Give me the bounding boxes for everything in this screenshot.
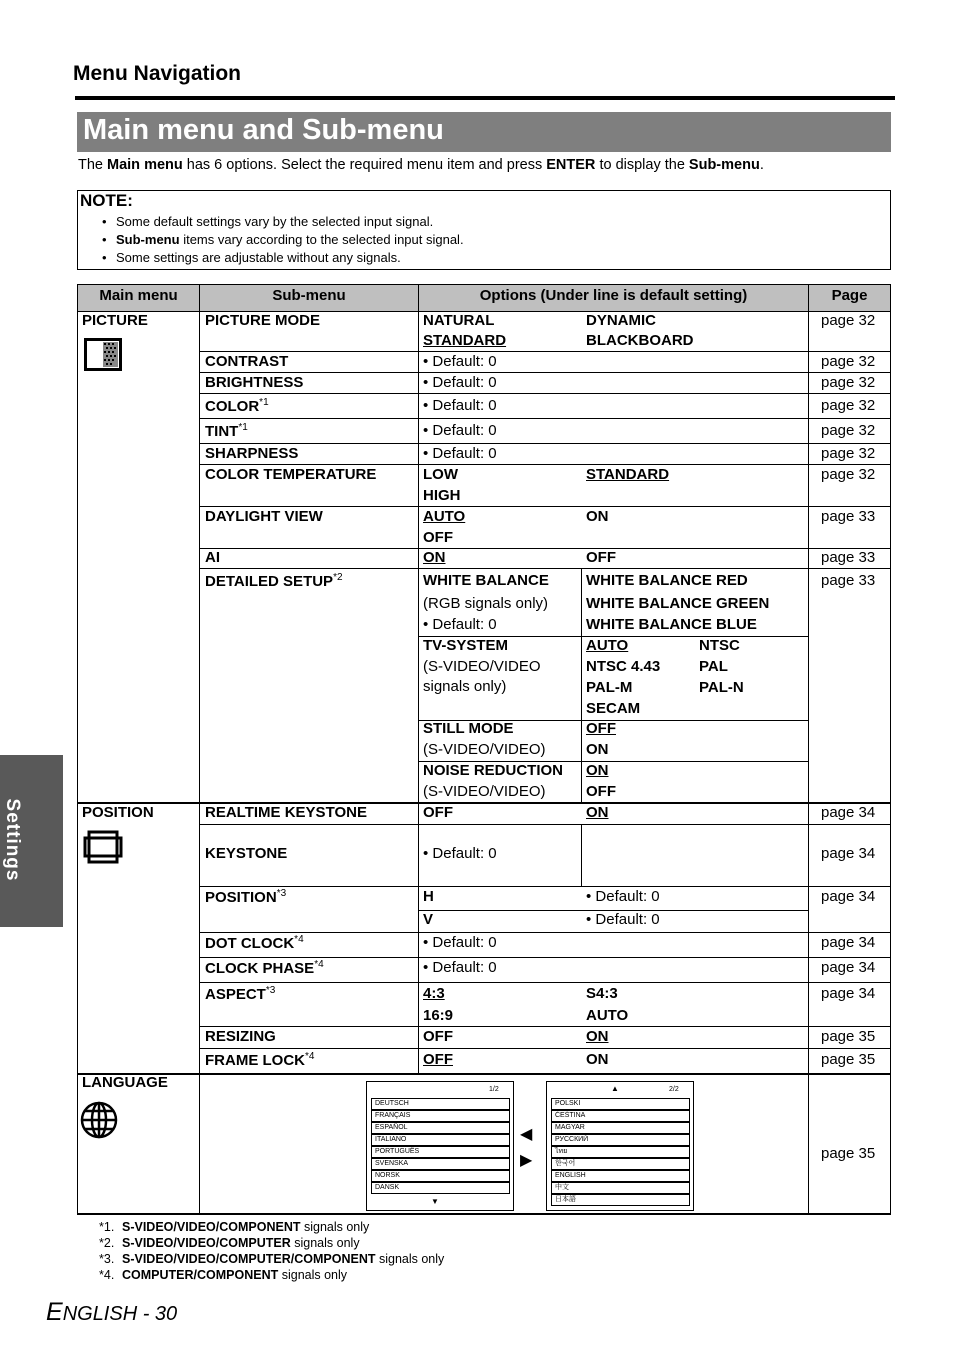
page-ref: page 33 [821,508,876,525]
sub-resizing: RESIZING [205,1028,276,1045]
sub-aspect: ASPECT$^{*3}$ [205,985,276,1003]
header-sub-menu: Sub-menu [272,287,346,304]
note-item: • Some settings are adjustable without any signals. [102,250,401,265]
page-ref: page 32 [821,312,876,329]
sub-tint: TINT$^{*1}$ [205,422,248,440]
option: ON [586,1051,609,1068]
page-ref: page 33 [821,572,876,589]
sub-daylight-view: DAYLIGHT VIEW [205,508,323,525]
picture-icon [84,338,122,376]
page-ref: page 32 [821,353,876,370]
page-ref: page 33 [821,549,876,566]
option: PAL-M [586,679,633,696]
sub-contrast: CONTRAST [205,353,289,370]
page-title: Main menu and Sub-menu [83,114,444,146]
page-ref: page 32 [821,397,876,414]
language-option[interactable]: MAGYAR [551,1122,690,1134]
language-option[interactable]: ITALIANO [371,1134,510,1146]
sub-color: COLOR$^{*1}$ [205,397,269,415]
sub-detailed-setup: DETAILED SETUP$^{*2}$ [205,572,343,590]
intro-text: The Main menu has 6 options. Select the required menu item and press ENTER to display the Sub-menu. [78,157,764,173]
footnote: *1. S-VIDEO/VIDEO/COMPONENT signals only [99,1220,370,1234]
page-ref: page 35 [821,1145,876,1162]
option-default: ON [423,549,446,566]
page-ref: page 34 [821,934,876,951]
option: SECAM [586,700,641,717]
option: • Default: 0 [423,353,497,370]
page-ref: page 32 [821,445,876,462]
side-tab-label: Settings [2,798,23,882]
still-mode-note: (S-VIDEO/VIDEO) [423,741,546,758]
heading-rule [75,96,895,100]
language-option[interactable]: DEUTSCH [371,1098,510,1110]
option-default: ON [586,1028,609,1045]
option: V [423,911,434,928]
option: NTSC [699,637,740,654]
note-item: • Sub-menu items vary according to the selected input signal. [102,232,464,247]
page-indicator: 2/2 [669,1086,679,1093]
option: • Default: 0 [423,934,497,951]
language-option[interactable]: POLSKI [551,1098,690,1110]
arrow-left-icon: ◀ [520,1126,533,1143]
option: BLACKBOARD [586,332,694,349]
option: OFF [586,783,616,800]
option: • Default: 0 [423,422,497,439]
sub-brightness: BRIGHTNESS [205,374,304,391]
white-balance-default: • Default: 0 [423,616,497,633]
main-menu-position: POSITION [82,804,154,821]
tv-system-note: (S-VIDEO/VIDEO [423,658,541,675]
header-main-menu: Main menu [99,287,178,304]
option: AUTO [586,1007,629,1024]
option: 16:9 [423,1007,454,1024]
note-title: NOTE: [80,191,133,210]
page-ref: page 35 [821,1028,876,1045]
option: • Default: 0 [586,911,660,928]
still-mode-label: STILL MODE [423,720,514,737]
scroll-up-icon[interactable]: ▲ [611,1084,619,1093]
header-options: Options (Under line is default setting) [479,287,748,304]
language-option[interactable]: ČEŠTINA [551,1110,690,1122]
main-menu-language: LANGUAGE [82,1074,168,1091]
language-option[interactable]: 中文 [551,1182,690,1194]
option: PAL [699,658,728,675]
sub-ai: AI [205,549,220,566]
page-ref: page 32 [821,374,876,391]
language-option[interactable]: NORSK [371,1170,510,1182]
noise-reduction-note: (S-VIDEO/VIDEO) [423,783,546,800]
option: ON [586,741,609,758]
tv-system-label: TV-SYSTEM [423,637,509,654]
language-option[interactable]: 日本語 [551,1194,690,1206]
language-option[interactable]: SVENSKA [371,1158,510,1170]
option-default: AUTO [423,508,466,525]
option: NATURAL [423,312,495,329]
option: DYNAMIC [586,312,656,329]
note-item: • Some default settings vary by the selected input signal. [102,214,434,229]
scroll-down-icon[interactable]: ▼ [431,1197,439,1206]
page-ref: page 34 [821,985,876,1002]
option: OFF [423,804,453,821]
language-option[interactable]: PORTUGUÊS [371,1146,510,1158]
language-option[interactable]: DANSK [371,1182,510,1194]
header-page: Page [831,287,868,304]
page-ref: page 34 [821,804,876,821]
arrow-right-icon: ▶ [520,1152,533,1169]
footnote: *3. S-VIDEO/VIDEO/COMPUTER/COMPONENT signals only [99,1252,445,1266]
option-default: ON [586,804,609,821]
option: PAL-N [699,679,744,696]
option: HIGH [423,487,461,504]
option: OFF [423,529,453,546]
page-ref: page 34 [821,888,876,905]
language-option[interactable]: FRANÇAIS [371,1110,510,1122]
footnote: *4. COMPUTER/COMPONENT signals only [99,1268,348,1282]
option-default: OFF [586,720,616,737]
sub-clock-phase: CLOCK PHASE$^{*4}$ [205,959,324,977]
sub-picture-mode: PICTURE MODE [205,312,321,329]
sub-dot-clock: DOT CLOCK$^{*4}$ [205,934,304,952]
page-ref: page 34 [821,959,876,976]
language-option[interactable]: ESPAÑOL [371,1122,510,1134]
main-menu-picture: PICTURE [82,312,148,329]
option: • Default: 0 [423,445,497,462]
option-default: 4:3 [423,985,445,1002]
page-ref: page 32 [821,422,876,439]
option: • Default: 0 [423,374,497,391]
option: OFF [423,1028,453,1045]
language-option[interactable]: РУССКИЙ [551,1134,690,1146]
option: S4:3 [586,985,618,1002]
language-screen-1 [366,1081,514,1211]
option-default: STANDARD [423,332,507,349]
option: LOW [423,466,458,483]
noise-reduction-label: NOISE REDUCTION [423,762,564,779]
option: WHITE BALANCE GREEN [586,595,770,612]
footnote: *2. S-VIDEO/VIDEO/COMPUTER signals only [99,1236,360,1250]
white-balance-label: WHITE BALANCE [423,572,549,589]
sub-sharpness: SHARPNESS [205,445,299,462]
white-balance-note: (RGB signals only) [423,595,549,612]
option: • Default: 0 [423,397,497,414]
section-heading: Menu Navigation [73,62,242,85]
globe-icon [79,1100,119,1145]
sub-position: POSITION$^{*3}$ [205,888,287,906]
language-option[interactable]: 한국어 [551,1158,690,1170]
option: • Default: 0 [423,845,497,862]
option: • Default: 0 [423,959,497,976]
option: • Default: 0 [586,888,660,905]
sub-frame-lock: FRAME LOCK$^{*4}$ [205,1051,315,1069]
sub-keystone: KEYSTONE [205,845,288,862]
language-option[interactable]: ไทย [551,1146,690,1158]
option: OFF [586,549,616,566]
page-ref: page 34 [821,845,876,862]
option: H [423,888,434,905]
option-default: AUTO [586,637,629,654]
option-default: ON [586,762,609,779]
tv-system-note: signals only) [423,678,507,695]
page-ref: page 32 [821,466,876,483]
sub-realtime-keystone: REALTIME KEYSTONE [205,804,367,821]
option-default: OFF [423,1051,453,1068]
position-icon [83,829,123,870]
language-screen-2 [546,1081,694,1211]
option: ON [586,508,609,525]
option: WHITE BALANCE RED [586,572,748,589]
sub-color-temperature: COLOR TEMPERATURE [205,466,377,483]
page-ref: page 35 [821,1051,876,1068]
page-indicator: 1/2 [489,1086,499,1093]
language-option[interactable]: ENGLISH [551,1170,690,1182]
option-default: STANDARD [586,466,670,483]
page-footer: ENGLISH - 30 [46,1298,178,1326]
option: WHITE BALANCE BLUE [586,616,757,633]
option: NTSC 4.43 [586,658,661,675]
